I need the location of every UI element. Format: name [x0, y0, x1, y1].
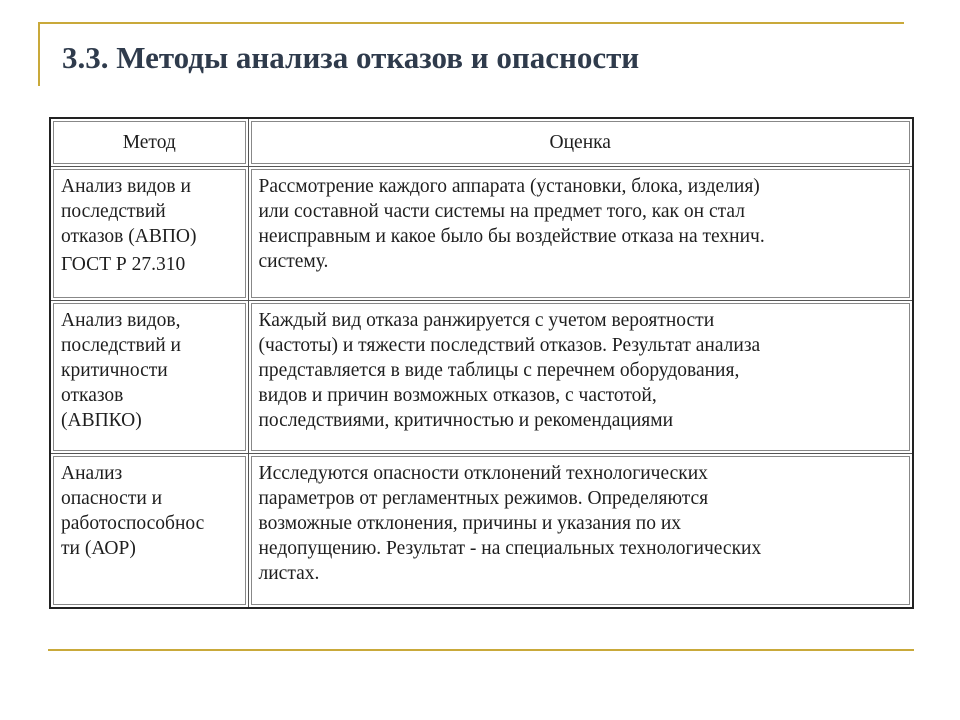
evaluation-line: недопущению. Результат - на специальных технологических: [258, 538, 762, 559]
bottom-gold-rule: [48, 649, 914, 651]
evaluation-cell-avpko: [248, 301, 913, 454]
evaluation-line: неисправным и какое было бы воздействие отказа на технич.: [258, 226, 765, 247]
method-line: последствий и: [61, 335, 181, 356]
method-line: работоспособнос: [61, 513, 205, 534]
evaluation-line: или составной части системы на предмет того, как он стал: [258, 201, 745, 222]
evaluation-line: листах.: [258, 563, 320, 584]
header-method: Метод: [50, 118, 248, 167]
header-evaluation: Оценка: [248, 118, 913, 167]
evaluation-line: Рассмотрение каждого аппарата (установки, блока, изделия): [258, 176, 760, 197]
top-gold-rule: [38, 22, 904, 24]
method-cell-avpo: [50, 167, 248, 301]
method-line: отказов (АВПО): [61, 226, 197, 247]
evaluation-line: Исследуются опасности отклонений технологических: [258, 463, 708, 484]
evaluation-cell-aor: [248, 454, 913, 609]
table-row: [50, 454, 913, 609]
evaluation-line: (частоты) и тяжести последствий отказов. Результат анализа: [258, 335, 761, 356]
table-row: [50, 167, 913, 301]
left-gold-rule: [38, 22, 40, 86]
table-header-row: [50, 118, 913, 167]
evaluation-line: систему.: [258, 251, 329, 272]
evaluation-line: возможные отклонения, причины и указания по их: [258, 513, 682, 534]
evaluation-line: представляется в виде таблицы с перечнем оборудования,: [258, 360, 740, 381]
method-line: ти (АОР): [61, 538, 136, 559]
method-line: критичности: [61, 360, 168, 381]
evaluation-line: последствиями, критичностью и рекомендациями: [258, 410, 673, 431]
evaluation-line: Каждый вид отказа ранжируется с учетом вероятности: [258, 310, 715, 331]
method-line: Анализ видов и: [61, 176, 191, 197]
evaluation-line: видов и причин возможных отказов, с частотой,: [258, 385, 657, 406]
methods-table: [49, 117, 914, 609]
method-line: опасности и: [61, 488, 163, 509]
table-row: [50, 301, 913, 454]
method-line: последствий: [61, 201, 166, 222]
gost-reference: ГОСТ Р 27.310: [61, 254, 186, 275]
method-line: Анализ видов,: [61, 310, 181, 331]
method-line: отказов: [61, 385, 124, 406]
evaluation-cell-avpo: [248, 167, 913, 301]
evaluation-line: параметров от регламентных режимов. Определяются: [258, 488, 709, 509]
method-line: (АВПКО): [61, 410, 142, 431]
method-line: Анализ: [61, 463, 123, 484]
slide-title: 3.3. Методы анализа отказов и опасности: [62, 40, 640, 75]
method-cell-aor: [50, 454, 248, 609]
method-cell-avpko: [50, 301, 248, 454]
